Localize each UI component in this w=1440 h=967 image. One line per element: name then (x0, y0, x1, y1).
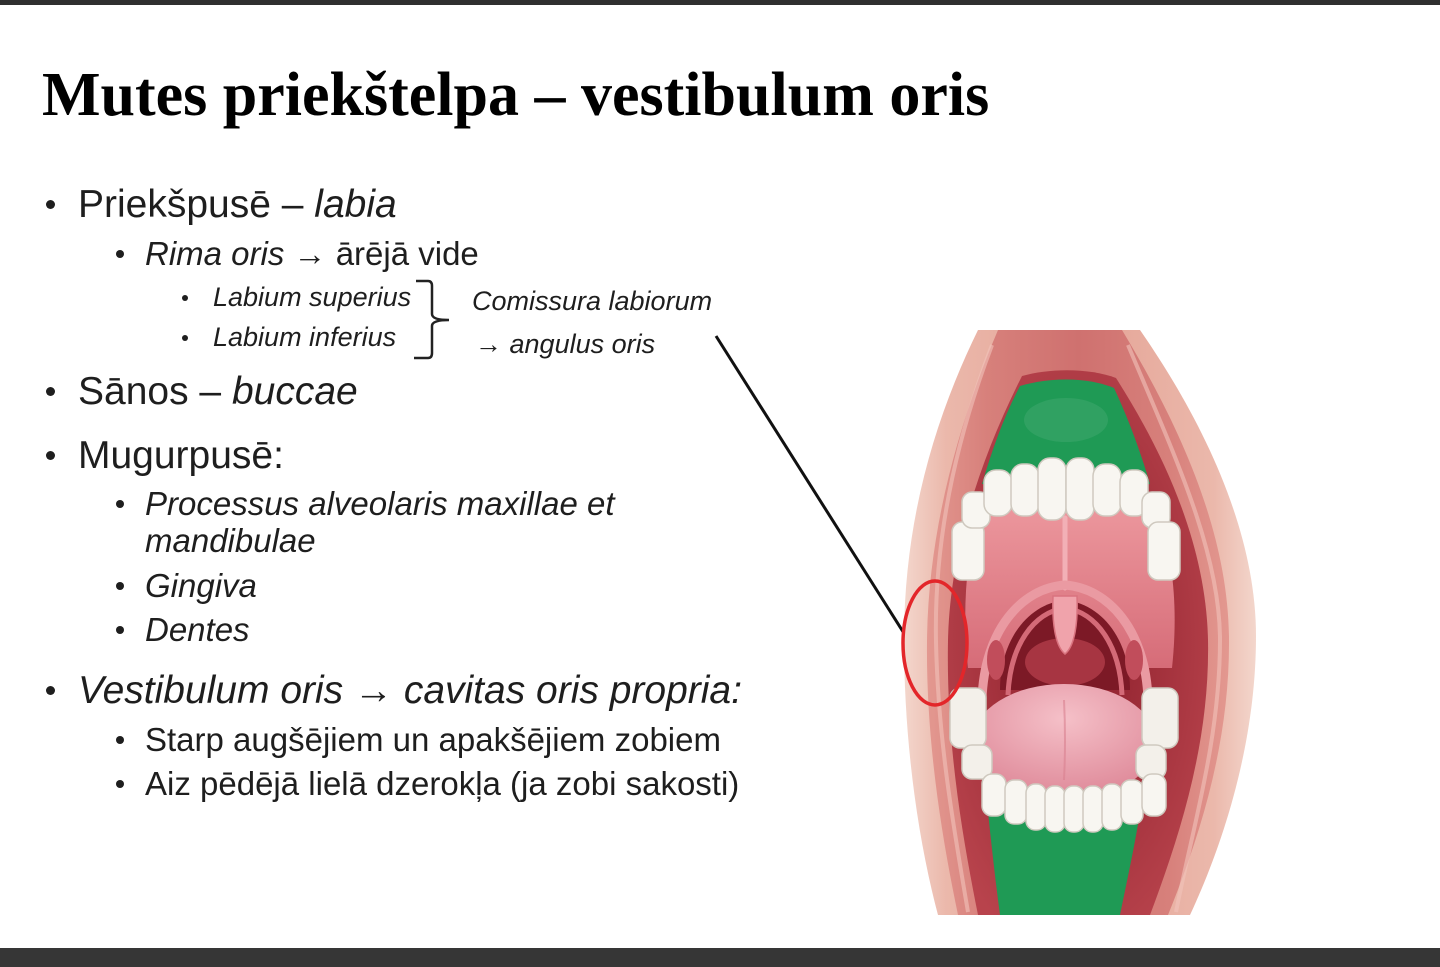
lower-tooth (1083, 786, 1103, 832)
upper-tooth (984, 470, 1012, 516)
bullet-dot (182, 335, 188, 341)
top-border (0, 0, 1440, 5)
latin-term: cavitas oris propria: (403, 669, 742, 712)
bullet-back (78, 434, 284, 478)
comissura-note-line2 (475, 329, 655, 359)
sub-bullet-processus (145, 485, 645, 559)
lower-tooth (1102, 784, 1122, 830)
upper-tooth (1066, 458, 1094, 520)
bullet-dot (46, 686, 55, 695)
bullet-front (78, 183, 397, 227)
lower-tooth (982, 774, 1006, 816)
tongue-groove (1064, 700, 1065, 780)
arrow: → (475, 329, 510, 359)
upper-tooth (1093, 464, 1121, 516)
sub-bullet-rima-oris (145, 235, 479, 272)
bullet-dot (46, 200, 55, 209)
leader-line (716, 336, 907, 638)
lower-tooth (1064, 786, 1084, 832)
bullet-dot (46, 451, 55, 460)
latin-term: Labium superius (213, 282, 412, 312)
bullet-sides (78, 370, 358, 414)
lower-tooth (950, 688, 986, 748)
bullet-dot (116, 736, 124, 744)
bullet-dot (116, 250, 124, 258)
lower-tooth (1045, 786, 1065, 832)
bullet-text: → ārējā vide (284, 235, 479, 272)
latin-term: Dentes (145, 611, 250, 648)
bullet-text: Starp augšējiem un apakšējiem zobiem (145, 721, 721, 758)
upper-gum-shine (1024, 398, 1108, 442)
mouth-illustration (903, 330, 1256, 915)
lower-tooth (962, 745, 992, 779)
brace-connector (414, 281, 449, 358)
latin-term: Gingiva (145, 567, 257, 604)
bullet-lead: Mugurpusē: (78, 434, 284, 477)
bullet-lead: Sānos – (78, 370, 232, 413)
bullet-text: Aiz pēdējā lielā dzerokļa (ja zobi sakosti) (145, 765, 740, 802)
upper-tooth (1038, 458, 1066, 520)
upper-tooth (952, 522, 984, 580)
upper-tooth (1148, 522, 1180, 580)
upper-tooth (1011, 464, 1039, 516)
bullet-dot (116, 582, 124, 590)
bullet-dot (116, 500, 124, 508)
sub-bullet-behind-molar (145, 765, 739, 802)
lower-tooth (1026, 784, 1046, 830)
sub-bullet-gingiva (145, 567, 257, 604)
sub-bullet-dentes (145, 611, 250, 648)
comissura-note-line1: Comissura labiorum (472, 286, 713, 316)
bullet-dot (182, 295, 188, 301)
tonsil-left (987, 640, 1005, 680)
bullet-dot (116, 626, 124, 634)
bullet-dot (46, 387, 55, 396)
arrow: → (343, 669, 404, 712)
subsub-bullet-labium-inferius (213, 322, 396, 352)
subsub-bullet-labium-superius (213, 282, 411, 312)
lower-tooth (1005, 780, 1027, 824)
lower-tooth (1142, 774, 1166, 816)
latin-term: Rima oris (145, 235, 285, 272)
latin-term: labia (314, 183, 397, 226)
latin-term: Vestibulum oris (78, 669, 344, 712)
latin-term: buccae (231, 370, 358, 413)
bullet-dot (116, 780, 124, 788)
latin-term: Labium inferius (213, 322, 397, 352)
bottom-bar (0, 948, 1440, 967)
latin-term: Processus alveolaris maxillae et mandibulae (145, 485, 615, 559)
lower-tooth (1142, 688, 1178, 748)
bullet-lead: Priekšpusē – (78, 183, 315, 226)
sub-bullet-between-teeth (145, 721, 721, 758)
bullet-connection (78, 669, 742, 713)
lower-tooth (1121, 780, 1143, 824)
slide-title: Mutes priekštelpa – vestibulum oris (42, 61, 990, 129)
tonsil-right (1125, 640, 1143, 680)
latin-term: angulus oris (509, 329, 656, 359)
